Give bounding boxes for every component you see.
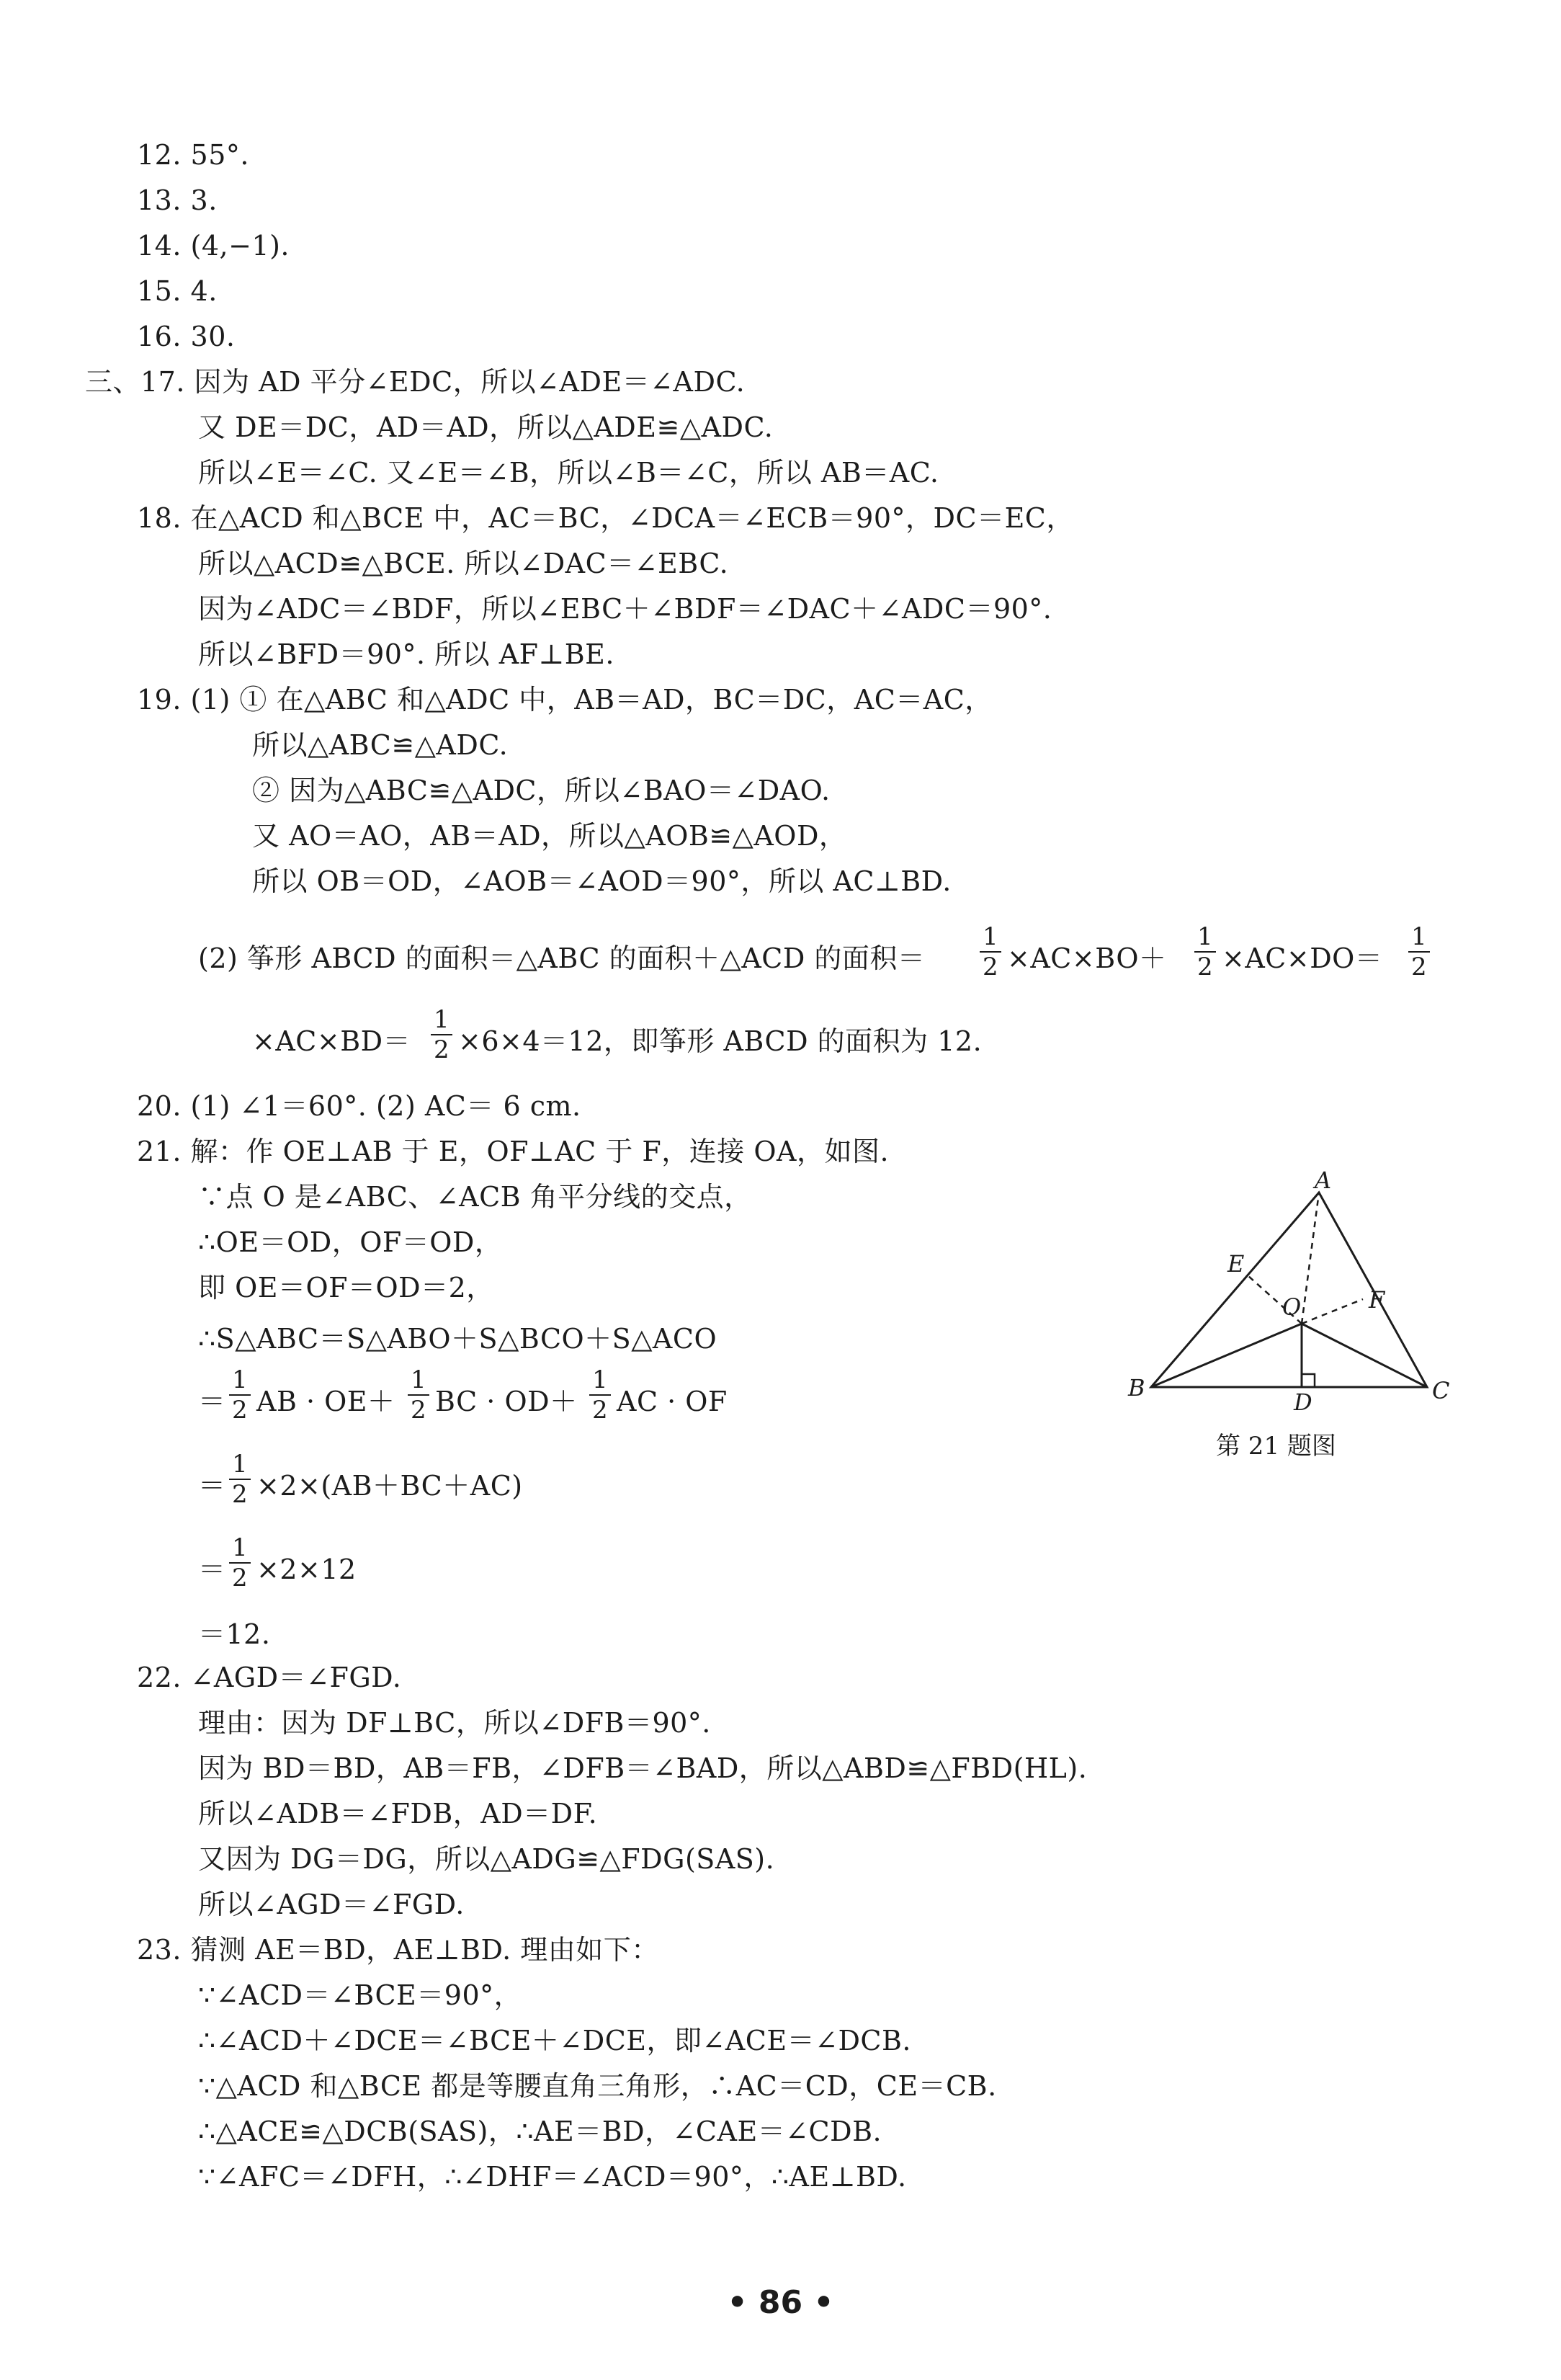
figure-caption: 第 21 题图 (1216, 1432, 1336, 1461)
answer-21-line-1: 21. 解：作 OE⊥AB 于 E，OF⊥AC 于 F，连接 OA，如图. (137, 1136, 890, 1167)
answer-21-result: ＝12. (198, 1618, 271, 1650)
dashed-of (1302, 1299, 1363, 1324)
fraction-half (1194, 922, 1216, 981)
answer-22-line-6: 所以∠AGD＝∠FGD. (198, 1889, 465, 1920)
label-c: C (1432, 1377, 1450, 1404)
fraction-numerator: 1 (229, 1450, 251, 1480)
answer-18-line-3: 因为∠ADC＝∠BDF，所以∠EBC＋∠BDF＝∠DAC＋∠ADC＝90°. (198, 593, 1052, 625)
answer-13: 13. 3. (137, 184, 218, 216)
answer-17-line-2: 又 DE＝DC，AD＝AD，所以△ADE≌△ADC. (198, 411, 774, 443)
label-e: E (1227, 1250, 1245, 1278)
answer-22-line-2: 理由：因为 DF⊥BC，所以∠DFB＝90°. (198, 1707, 711, 1739)
answer-18-line-4: 所以∠BFD＝90°. 所以 AF⊥BE. (198, 638, 614, 670)
fraction-half (229, 1365, 251, 1425)
answer-21-term-1: AB · OE＋ (256, 1386, 395, 1417)
answer-19-part-2-term-3: ×AC×BD＝ (252, 1025, 411, 1057)
label-b: B (1128, 1374, 1145, 1401)
fraction-denominator: 2 (232, 1480, 248, 1509)
answer-21-line-5: ∴S△ABC＝S△ABO＋S△BCO＋S△ACO (198, 1323, 717, 1355)
answer-18-line-2: 所以△ACD≌△BCE. 所以∠DAC＝∠EBC. (198, 548, 729, 579)
fraction-denominator: 2 (1197, 953, 1213, 981)
fraction-numerator: 1 (589, 1365, 611, 1396)
equals-sign: ＝ (198, 1386, 226, 1417)
answer-19-part-2-result: ×6×4＝12，即筝形 ABCD 的面积为 12. (458, 1025, 983, 1057)
fraction-half (589, 1365, 611, 1425)
fraction-numerator: 1 (408, 1365, 429, 1396)
answer-21-line-4: 即 OE＝OF＝OD＝2， (198, 1272, 494, 1303)
fraction-half (1408, 922, 1430, 981)
fraction-half (229, 1450, 251, 1509)
fraction-numerator: 1 (229, 1365, 251, 1396)
page-number: • 86 • (727, 2284, 834, 2321)
answer-21-term-2: BC · OD＋ (435, 1386, 578, 1417)
label-d: D (1294, 1389, 1312, 1416)
answer-19-part-2-term-2: ×AC×DO＝ (1222, 942, 1383, 974)
answer-14: 14. (4,−1). (137, 230, 290, 262)
fraction-half (431, 1005, 452, 1064)
answer-19-part-2-term-1: ×AC×BO＋ (1007, 942, 1167, 974)
answer-19-part-2: (2) 筝形 ABCD 的面积＝△ABC 的面积＋△ACD 的面积＝ (198, 942, 926, 974)
answer-16: 16. 30. (137, 321, 236, 352)
answer-23-line-2: ∵∠ACD＝∠BCE＝90°， (198, 1979, 522, 2011)
answer-21-line-2: ∵点 O 是∠ABC、∠ACB 角平分线的交点， (198, 1181, 752, 1213)
label-f: F (1369, 1286, 1385, 1314)
fraction-half (229, 1533, 251, 1592)
answer-21-line-3: ∴OE＝OD，OF＝OD， (198, 1226, 503, 1258)
answer-23-line-5: ∴△ACE≌△DCB(SAS)，∴AE＝BD，∠CAE＝∠CDB. (198, 2116, 882, 2147)
answer-21-step-2: ×2×(AB＋BC＋AC) (256, 1470, 523, 1502)
fraction-denominator: 2 (983, 953, 998, 981)
answer-15: 15. 4. (137, 275, 218, 307)
fraction-numerator: 1 (1408, 922, 1430, 953)
fraction-denominator: 2 (411, 1396, 426, 1425)
answer-22-line-1: 22. ∠AGD＝∠FGD. (137, 1662, 402, 1693)
equals-sign: ＝ (198, 1554, 226, 1585)
answer-17-line-3: 所以∠E＝∠C. 又∠E＝∠B，所以∠B＝∠C，所以 AB＝AC. (198, 457, 939, 489)
fraction-numerator: 1 (980, 922, 1001, 953)
fraction-denominator: 2 (592, 1396, 608, 1425)
fraction-denominator: 2 (1411, 953, 1427, 981)
answer-23-line-3: ∴∠ACD＋∠DCE＝∠BCE＋∠DCE，即∠ACE＝∠DCB. (198, 2025, 912, 2056)
fraction-denominator: 2 (232, 1396, 248, 1425)
equals-sign: ＝ (198, 1470, 226, 1502)
answer-19-line-5: 所以 OB＝OD，∠AOB＝∠AOD＝90°，所以 AC⊥BD. (252, 865, 952, 897)
answer-18-line-1: 18. 在△ACD 和△BCE 中，AC＝BC，∠DCA＝∠ECB＝90°，DC＝EC， (137, 502, 1074, 534)
answer-12: 12. 55°. (137, 139, 249, 171)
fraction-denominator: 2 (232, 1564, 248, 1592)
fraction-half (980, 922, 1001, 981)
right-angle-marker (1302, 1374, 1315, 1387)
fraction-numerator: 1 (431, 1005, 452, 1035)
dashed-oa (1302, 1193, 1319, 1324)
answer-23-line-6: ∵∠AFC＝∠DFH，∴∠DHF＝∠ACD＝90°，∴AE⊥BD. (198, 2161, 907, 2193)
answer-22-line-5: 又因为 DG＝DG，所以△ADG≌△FDG(SAS). (198, 1843, 775, 1875)
answer-19-line-3: ② 因为△ABC≌△ADC，所以∠BAO＝∠DAO. (252, 775, 831, 806)
answer-21-term-3: AC · OF (617, 1386, 728, 1417)
answer-20: 20. (1) ∠1＝60°. (2) AC＝ 6 cm. (137, 1090, 581, 1122)
answer-22-line-4: 所以∠ADB＝∠FDB，AD＝DF. (198, 1798, 598, 1829)
fraction-denominator: 2 (434, 1035, 449, 1064)
answer-23-line-1: 23. 猜测 AE＝BD，AE⊥BD. 理由如下： (137, 1934, 659, 1966)
answer-22-line-3: 因为 BD＝BD，AB＝FB，∠DFB＝∠BAD，所以△ABD≌△FBD(HL). (198, 1752, 1088, 1784)
answer-17-line-1: 三、17. 因为 AD 平分∠EDC，所以∠ADE＝∠ADC. (85, 366, 746, 398)
answer-19-line-2: 所以△ABC≌△ADC. (252, 729, 509, 761)
label-a: A (1315, 1171, 1332, 1194)
answer-19-line-1: 19. (1) ① 在△ABC 和△ADC 中，AB＝AD，BC＝DC，AC＝AC， (137, 684, 993, 716)
fraction-numerator: 1 (229, 1533, 251, 1564)
triangle-figure (1124, 1171, 1455, 1459)
answer-23-line-4: ∵△ACD 和△BCE 都是等腰直角三角形，∴AC＝CD，CE＝CB. (198, 2070, 997, 2102)
fraction-half (408, 1365, 429, 1425)
answer-19-line-4: 又 AO＝AO，AB＝AD，所以△AOB≌△AOD， (252, 820, 847, 852)
label-o: O (1282, 1293, 1302, 1321)
answer-21-step-3: ×2×12 (256, 1554, 357, 1585)
triangle-abc (1151, 1193, 1427, 1387)
bisector-bo (1151, 1324, 1302, 1387)
fraction-numerator: 1 (1194, 922, 1216, 953)
